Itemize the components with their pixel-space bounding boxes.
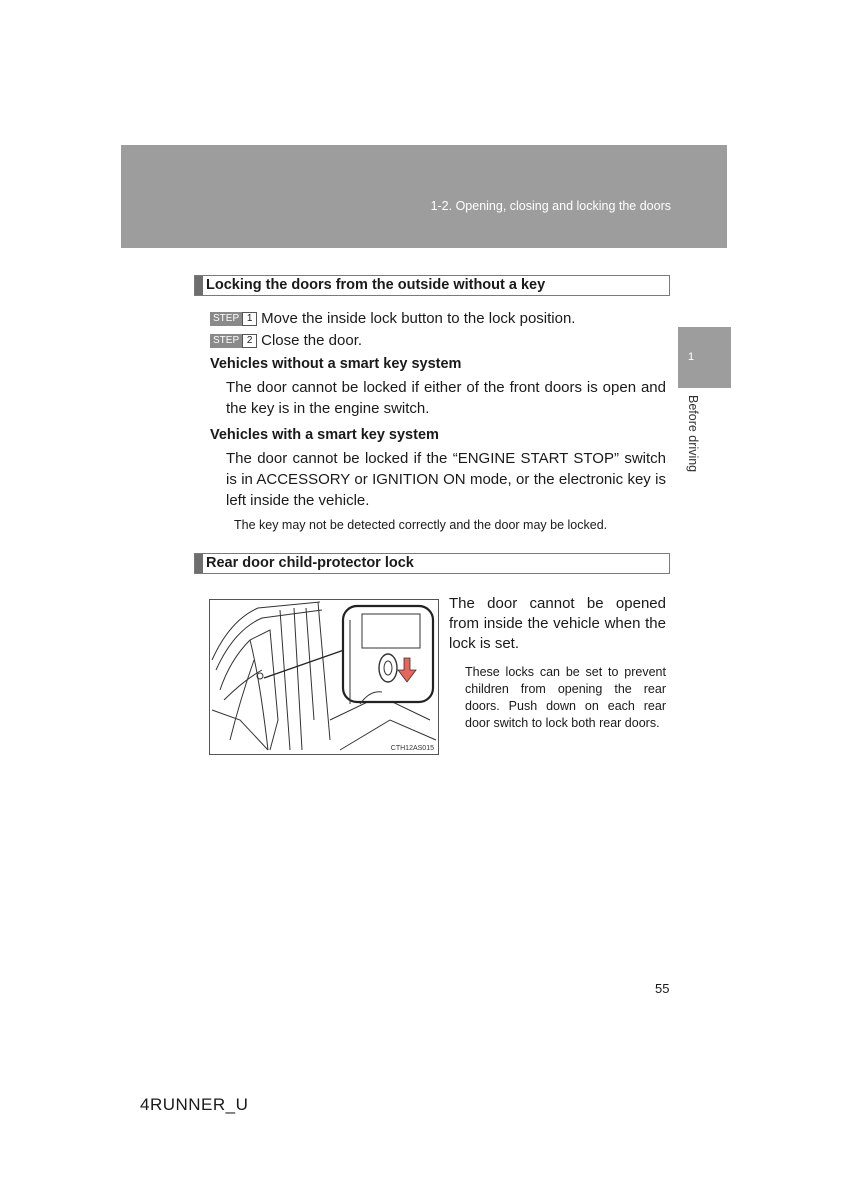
step-text: Move the inside lock button to the lock position. — [261, 310, 576, 327]
section-heading-text: Locking the doors from the outside without a key — [206, 277, 546, 293]
paragraph-with-smart-key: The door cannot be locked if the “ENGINE START STOP” switch is in ACCESSORY or IGNITION ON mode, or the electronic key is left inside the vehicle. — [226, 450, 666, 509]
section-heading-text: Rear door child-protector lock — [206, 555, 414, 571]
note-child-lock: These locks can be set to prevent children from opening the rear doors. Push down on each rear door switch to lock both rear doors. — [465, 665, 666, 730]
figure-caption: CTH12AS015 — [390, 745, 434, 752]
note-key-detection: The key may not be detected correctly and the door may be locked. — [234, 518, 608, 532]
subheading-without-smart-key: Vehicles without a smart key system — [210, 356, 462, 372]
chapter-title: 1-2. Opening, closing and locking the doors — [430, 199, 671, 213]
step-number: 2 — [242, 334, 257, 348]
step-text: Close the door. — [261, 332, 363, 349]
page-number: 55 — [655, 981, 670, 996]
step-badge: STEP — [210, 312, 242, 326]
chapter-label: Before driving — [686, 395, 700, 473]
step-1 — [210, 310, 575, 327]
paragraph-without-smart-key: The door cannot be locked if either of the front doors is open and the key is in the engine switch. — [226, 379, 666, 417]
footer-model: 4RUNNER_U — [140, 1095, 249, 1114]
step-number: 1 — [242, 312, 257, 326]
section-heading-child-lock — [194, 553, 670, 574]
subheading-with-smart-key: Vehicles with a smart key system — [210, 427, 439, 443]
heading-bar — [195, 276, 203, 295]
child-lock-illustration — [209, 599, 439, 755]
step-2 — [210, 332, 362, 349]
chapter-number: 1 — [688, 351, 695, 363]
chapter-tab — [678, 327, 731, 388]
heading-bar — [195, 554, 203, 573]
section-heading-locking — [194, 275, 670, 296]
step-badge: STEP — [210, 334, 242, 348]
door-drawing — [210, 600, 438, 754]
paragraph-child-lock: The door cannot be opened from inside the vehicle when the lock is set. — [449, 595, 666, 652]
header-band — [121, 145, 727, 248]
